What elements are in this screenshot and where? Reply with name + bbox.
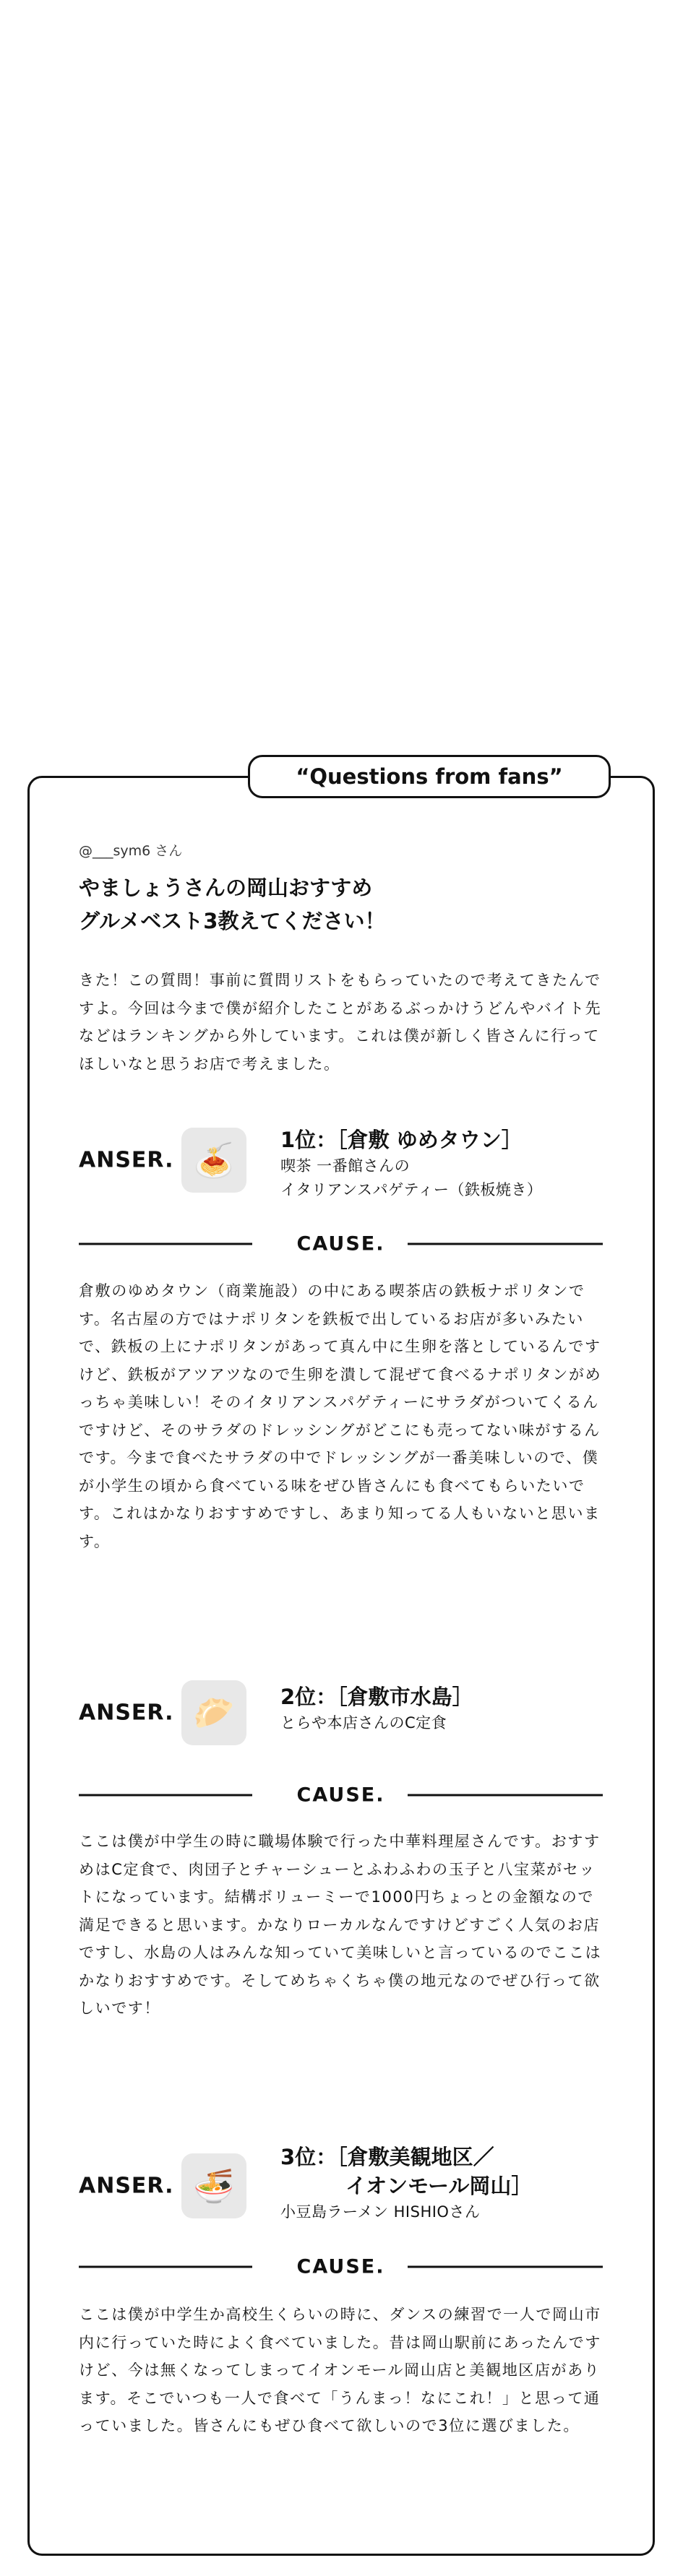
section-title: “Questions from fans” — [296, 764, 563, 789]
dumpling-icon: 🥟 — [181, 1680, 246, 1745]
rank-title: 3位：［倉敷美観地区／ — [280, 2145, 494, 2169]
divider-line — [408, 2266, 603, 2268]
cause-divider-1 — [79, 1229, 603, 1258]
rank-subtitle: 喫茶 一番館さんの — [280, 1157, 411, 1175]
cause-label: CAUSE. — [288, 1233, 394, 1255]
ramen-icon: 🍜 — [181, 2153, 246, 2218]
question-line-2: グルメベスト3教えてください！ — [79, 909, 386, 933]
rank-block-3 — [280, 2143, 606, 2224]
section-header-tab — [248, 755, 611, 798]
divider-line — [79, 2266, 252, 2268]
cause-divider-2 — [79, 1781, 603, 1810]
divider-line — [79, 1794, 252, 1797]
cause-paragraph: ここは僕が中学生か高校生くらいの時に、ダンスの練習で一人で岡山市内に行っていた時によく食べていました。昔は岡山駅前にあったんですけど、今は無くなってしまってイオンモール岡山店と美観地区店があります。そこでいつも一人で食べて「うんまっ！なにこれ！」と思って通っていました。皆さんにもぜひ食べて欲しいので3位に選びました。 — [79, 2306, 601, 2434]
divider-line — [79, 1243, 252, 1245]
rank-block-2 — [280, 1682, 606, 1735]
cause-label: CAUSE. — [288, 2256, 394, 2278]
rank-subtitle: イタリアンスパゲティー（鉄板焼き） — [280, 1181, 543, 1198]
answer-label: ANSER. — [79, 2173, 174, 2199]
cause-paragraph: ここは僕が中学生の時に職場体験で行った中華料理屋さんです。おすすめはC定食で、肉団子とチャーシューとふわふわの玉子と八宝菜がセットになっています。結構ボリューミーで1000円ちょっとの金額なので満足できると思います。かなりローカルなんですけどすごく人気のお店ですし、水島の人はみんな知っていて美味しいと言っているのでここはかなりおすすめです。そしてめちゃくちゃ僕の地元なのでぜひ行って欲しいです！ — [79, 1833, 602, 2017]
cause-body-3 — [79, 2301, 603, 2440]
cause-paragraph: 倉敷のゆめタウン（商業施設）の中にある喫茶店の鉄板ナポリタンです。名古屋の方ではナポリタンを鉄板で出しているお店が多いみたいで、鉄板の上にナポリタンがあって真ん中に生卵を落としているんですけど、鉄板がアツアツなので生卵を潰して混ぜて食べるナポリタンがめっちゃ美味しい！そのイタリアンスパゲティーにサラダがついてくるんですけど、そのサラダのドレッシングがどこにも売ってない味がするんです。今まで食べたサラダの中でドレッシングが一番美味しいので、僕が小学生の頃から食べている味をぜひ皆さんにも食べてもらいたいです。これはかなりおすすめですし、あまり知ってる人もいないと思います。 — [79, 1282, 602, 1550]
rank-subtitle: 小豆島ラーメン HISHIOさん — [280, 2203, 481, 2221]
rank-block-1 — [280, 1125, 606, 1202]
question-intro — [79, 840, 603, 1078]
answer-row-2 — [79, 1678, 603, 1747]
rank-title: 2位：［倉敷市水島］ — [280, 1685, 473, 1709]
divider-line — [408, 1794, 603, 1797]
answer-label: ANSER. — [79, 1147, 174, 1173]
rank-title: 1位：［倉敷 ゆめタウン］ — [280, 1128, 523, 1152]
answer-row-1 — [79, 1125, 603, 1198]
answer-row-3 — [79, 2146, 603, 2226]
question-line-1: やましょうさんの岡山おすすめ — [79, 876, 373, 900]
answer-label: ANSER. — [79, 1700, 174, 1726]
divider-line — [408, 1243, 603, 1245]
cause-body-1 — [79, 1277, 603, 1555]
fan-handle: @___sym6 さん — [79, 843, 183, 859]
cause-divider-3 — [79, 2252, 603, 2281]
cause-body-2 — [79, 1828, 603, 2023]
cause-label: CAUSE. — [288, 1784, 394, 1807]
intro-paragraph: きた！この質問！事前に質問リストをもらっていたので考えてきたんですよ。今回は今まで僕が紹介したことがあるぶっかけうどんやバイト先などはランキングから外しています。これは僕が新しく皆さんに行ってほしいなと思うお店で考えました。 — [79, 972, 602, 1073]
rank-title: イオンモール岡山］ — [345, 2174, 533, 2198]
spaghetti-icon: 🍝 — [181, 1128, 246, 1193]
rank-subtitle: とらや本店さんのC定食 — [280, 1714, 447, 1732]
